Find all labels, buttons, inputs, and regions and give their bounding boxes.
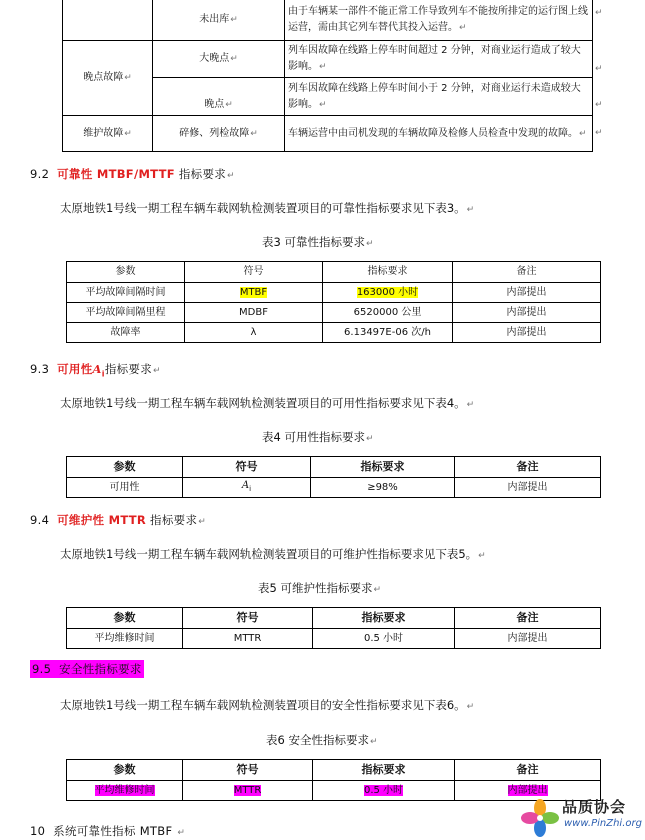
fault-type-cell: 未出库↵	[153, 0, 285, 41]
fault-group-cell	[63, 0, 153, 41]
fault-group-cell: 晚点故障↵	[63, 41, 153, 116]
table-header-row	[67, 608, 601, 629]
fault-desc-cell: 列车因故障在线路上停车时间小于 2 分钟，对商业运行未造成较大影响。↵	[285, 78, 593, 116]
cell: 0.5 小时	[313, 781, 455, 801]
fault-row	[63, 116, 593, 152]
cell: 内部提出	[453, 303, 601, 323]
cell: 6.13497E-06 次/h	[323, 323, 453, 343]
header-cell: 备注	[453, 262, 601, 283]
row-end-mark: ↵	[595, 100, 603, 110]
cell: 平均维修时间	[67, 629, 183, 649]
cell: 内部提出	[455, 629, 601, 649]
table-row	[67, 323, 601, 343]
fault-row	[63, 0, 593, 41]
table-row	[67, 303, 601, 323]
header-cell: 指标要求	[313, 760, 455, 781]
cell: λ	[185, 323, 323, 343]
header-cell: 参数	[67, 262, 185, 283]
fault-type-cell: 晚点↵	[153, 78, 285, 116]
cell: 可用性	[67, 478, 183, 498]
header-cell: 备注	[455, 457, 601, 478]
header-cell: 参数	[67, 760, 183, 781]
paragraph: 太原地铁1号线一期工程车辆车载网轨检测装置项目的可维护性指标要求见下表5。↵	[60, 547, 486, 561]
flower-logo-icon	[520, 798, 560, 838]
header-cell: 指标要求	[311, 457, 455, 478]
header-cell: 参数	[67, 457, 183, 478]
row-end-mark: ↵	[595, 128, 603, 138]
cell: 故障率	[67, 323, 185, 343]
table-row	[67, 629, 601, 649]
table-row	[67, 283, 601, 303]
header-cell: 参数	[67, 608, 183, 629]
cell: MTBF	[185, 283, 323, 303]
cell: 163000 小时	[323, 283, 453, 303]
fault-desc-cell: 由于车辆某一部件不能正常工作导致列车不能按所排定的运行图上线运营，需由其它列车替代其投入运营。↵	[285, 0, 593, 41]
reliability-table	[66, 261, 601, 343]
fault-type-cell: 大晚点↵	[153, 41, 285, 78]
header-cell: 符号	[183, 760, 313, 781]
cell: 6520000 公里	[323, 303, 453, 323]
section-heading-10: 10 系统可靠性指标 MTBF ↵	[30, 824, 186, 838]
table-caption: 表3 可靠性指标要求↵	[262, 235, 374, 249]
cell: 平均故障间隔里程	[67, 303, 185, 323]
header-cell: 符号	[185, 262, 323, 283]
cell: 平均故障间隔时间	[67, 283, 185, 303]
paragraph: 太原地铁1号线一期工程车辆车载网轨检测装置项目的可用性指标要求见下表4。↵	[60, 396, 475, 410]
section-heading-9-4: 9.4 可维护性 MTTR 指标要求↵	[30, 513, 207, 527]
header-cell: 备注	[455, 760, 601, 781]
fault-row	[63, 41, 593, 78]
paragraph: 太原地铁1号线一期工程车辆车载网轨检测装置项目的可靠性指标要求见下表3。↵	[60, 201, 475, 215]
section-heading-9-5: 9.5 安全性指标要求	[32, 662, 142, 676]
cell: $A_i$	[183, 478, 311, 498]
maintainability-table	[66, 607, 601, 649]
section-heading-9-3: 9.3 可用性$A_i$指标要求↵	[30, 362, 161, 379]
row-end-mark: ↵	[595, 64, 603, 74]
table-caption: 表4 可用性指标要求↵	[262, 430, 374, 444]
row-end-mark: ↵	[595, 8, 603, 18]
header-cell: 符号	[183, 457, 311, 478]
table-header-row	[67, 760, 601, 781]
header-cell: 指标要求	[313, 608, 455, 629]
fault-desc-cell: 车辆运营中由司机发现的车辆故障及检修人员检查中发现的故障。↵	[285, 116, 593, 152]
header-cell: 指标要求	[323, 262, 453, 283]
table-caption: 表6 安全性指标要求↵	[266, 733, 378, 747]
table-row	[67, 478, 601, 498]
fault-group-cell: 维护故障↵	[63, 116, 153, 152]
cell: MDBF	[185, 303, 323, 323]
logo-name: 品质协会	[562, 798, 627, 816]
cell: 内部提出	[455, 478, 601, 498]
header-cell: 符号	[183, 608, 313, 629]
fault-type-cell: 碎修、列检故障↵	[153, 116, 285, 152]
pinzhi-logo	[520, 796, 645, 840]
header-cell: 备注	[455, 608, 601, 629]
cell: MTTR	[183, 629, 313, 649]
cell: 内部提出	[453, 283, 601, 303]
cell: MTTR	[183, 781, 313, 801]
table-caption: 表5 可维护性指标要求↵	[258, 581, 382, 595]
cell: 0.5 小时	[313, 629, 455, 649]
fault-desc-cell: 列车因故障在线路上停车时间超过 2 分钟，对商业运行造成了较大影响。↵	[285, 41, 593, 78]
cell: 内部提出	[453, 323, 601, 343]
paragraph: 太原地铁1号线一期工程车辆车载网轨检测装置项目的安全性指标要求见下表6。↵	[60, 698, 475, 712]
safety-table	[66, 759, 601, 801]
section-heading-9-2: 9.2 可靠性 MTBF/MTTF 指标要求↵	[30, 167, 235, 181]
table-header-row	[67, 262, 601, 283]
cell: 内部提出	[455, 781, 601, 801]
fault-table	[62, 0, 593, 152]
availability-table	[66, 456, 601, 498]
cell: ≥98%	[311, 478, 455, 498]
logo-url: www.PinZhi.org	[564, 818, 642, 829]
cell: 平均维修时间	[67, 781, 183, 801]
table-header-row	[67, 457, 601, 478]
